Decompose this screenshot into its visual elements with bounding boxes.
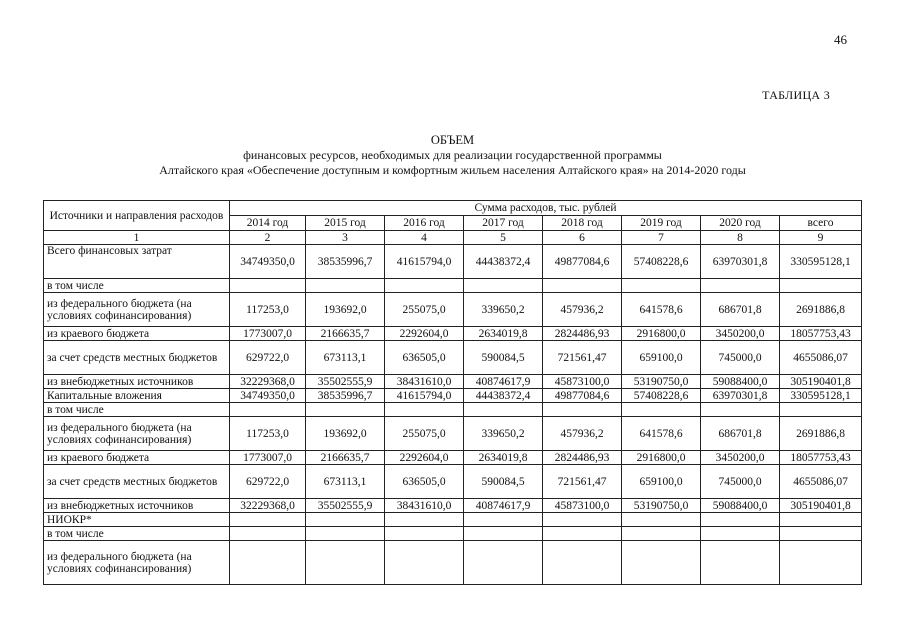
total-cell: 330595128,1 — [780, 389, 862, 403]
value-cell: 2824486,93 — [543, 451, 622, 465]
value-cell: 38535996,7 — [306, 389, 385, 403]
value-cell: 590084,5 — [464, 465, 543, 499]
table-row — [44, 417, 862, 451]
total-cell: 4655086,07 — [780, 465, 862, 499]
column-index: 5 — [464, 231, 543, 245]
value-cell — [543, 541, 622, 585]
value-cell: 53190750,0 — [622, 499, 701, 513]
value-cell: 40874617,9 — [464, 375, 543, 389]
value-cell: 45873100,0 — [543, 499, 622, 513]
value-cell: 2634019,8 — [464, 451, 543, 465]
value-cell: 34749350,0 — [230, 245, 306, 279]
value-cell: 2916800,0 — [622, 327, 701, 341]
value-cell: 53190750,0 — [622, 375, 701, 389]
row-label: за счет средств местных бюджетов — [44, 341, 230, 375]
value-cell: 2916800,0 — [622, 451, 701, 465]
column-index: 9 — [780, 231, 862, 245]
row-label: в том числе — [44, 527, 230, 541]
value-cell — [701, 541, 780, 585]
value-cell: 673113,1 — [306, 341, 385, 375]
row-label: из внебюджетных источников — [44, 375, 230, 389]
row-label: из краевого бюджета — [44, 451, 230, 465]
year-header: 2019 год — [622, 216, 701, 231]
table-row — [44, 513, 862, 527]
value-cell — [385, 403, 464, 417]
value-cell — [306, 527, 385, 541]
table-row — [44, 245, 862, 279]
value-cell — [464, 541, 543, 585]
source-header: Источники и направления расходов — [44, 201, 230, 231]
year-header: 2020 год — [701, 216, 780, 231]
value-cell: 193692,0 — [306, 417, 385, 451]
value-cell: 2824486,93 — [543, 327, 622, 341]
heading-title: ОБЪЕМ — [430, 133, 475, 147]
value-cell — [622, 279, 701, 293]
value-cell: 339650,2 — [464, 417, 543, 451]
year-header: 2014 год — [230, 216, 306, 231]
total-cell: 305190401,8 — [780, 499, 862, 513]
value-cell: 32229368,0 — [230, 499, 306, 513]
value-cell: 745000,0 — [701, 341, 780, 375]
value-cell: 49877084,6 — [543, 245, 622, 279]
column-index: 1 — [44, 231, 230, 245]
value-cell: 457936,2 — [543, 417, 622, 451]
table-row — [44, 527, 862, 541]
value-cell: 193692,0 — [306, 293, 385, 327]
value-cell — [701, 279, 780, 293]
row-label: из федерального бюджета (на условиях софинансирования) — [44, 417, 230, 451]
value-cell — [385, 513, 464, 527]
value-cell: 63970301,8 — [701, 389, 780, 403]
row-label: из внебюджетных источников — [44, 499, 230, 513]
heading-line-2: Алтайского края «Обеспечение доступным и комфортным жильем населения Алтайского края» на 2014-2020 годы — [159, 163, 746, 177]
value-cell — [306, 279, 385, 293]
row-label: из федерального бюджета (на условиях софинансирования) — [44, 541, 230, 585]
value-cell — [385, 527, 464, 541]
value-cell — [464, 527, 543, 541]
value-cell — [543, 279, 622, 293]
total-cell — [780, 403, 862, 417]
value-cell: 745000,0 — [701, 465, 780, 499]
value-cell: 59088400,0 — [701, 499, 780, 513]
value-cell: 339650,2 — [464, 293, 543, 327]
year-header: 2017 год — [464, 216, 543, 231]
value-cell — [306, 403, 385, 417]
value-cell: 117253,0 — [230, 417, 306, 451]
table-row — [44, 465, 862, 499]
value-cell: 255075,0 — [385, 417, 464, 451]
value-cell: 49877084,6 — [543, 389, 622, 403]
value-cell: 57408228,6 — [622, 389, 701, 403]
value-cell: 457936,2 — [543, 293, 622, 327]
column-index: 3 — [306, 231, 385, 245]
value-cell: 3450200,0 — [701, 451, 780, 465]
value-cell — [701, 527, 780, 541]
value-cell: 2166635,7 — [306, 327, 385, 341]
total-cell — [780, 513, 862, 527]
column-index: 7 — [622, 231, 701, 245]
value-cell — [543, 403, 622, 417]
row-label: из краевого бюджета — [44, 327, 230, 341]
value-cell: 686701,8 — [701, 417, 780, 451]
row-label: Капитальные вложения — [44, 389, 230, 403]
value-cell: 63970301,8 — [701, 245, 780, 279]
table-row — [44, 327, 862, 341]
row-label: в том числе — [44, 279, 230, 293]
value-cell: 641578,6 — [622, 293, 701, 327]
column-index: 2 — [230, 231, 306, 245]
value-cell: 38535996,7 — [306, 245, 385, 279]
value-cell: 636505,0 — [385, 465, 464, 499]
row-label: НИОКР* — [44, 513, 230, 527]
total-cell — [780, 527, 862, 541]
table-label: ТАБЛИЦА 3 — [762, 88, 830, 102]
total-cell: 2691886,8 — [780, 293, 862, 327]
value-cell — [385, 279, 464, 293]
value-cell: 673113,1 — [306, 465, 385, 499]
value-cell — [230, 541, 306, 585]
value-cell: 2166635,7 — [306, 451, 385, 465]
year-header: 2015 год — [306, 216, 385, 231]
page-number: 46 — [834, 32, 847, 47]
value-cell: 35502555,9 — [306, 375, 385, 389]
value-cell — [464, 513, 543, 527]
value-cell: 2292604,0 — [385, 451, 464, 465]
value-cell — [306, 541, 385, 585]
value-cell — [622, 541, 701, 585]
financial-table — [43, 200, 862, 585]
value-cell — [543, 513, 622, 527]
year-header: 2018 год — [543, 216, 622, 231]
total-cell: 18057753,43 — [780, 451, 862, 465]
table-row — [44, 279, 862, 293]
value-cell — [230, 279, 306, 293]
value-cell — [306, 513, 385, 527]
value-cell: 2292604,0 — [385, 327, 464, 341]
value-cell: 32229368,0 — [230, 375, 306, 389]
total-cell: 305190401,8 — [780, 375, 862, 389]
value-cell: 38431610,0 — [385, 375, 464, 389]
value-cell — [230, 403, 306, 417]
row-label: из федерального бюджета (на условиях софинансирования) — [44, 293, 230, 327]
table-row — [44, 541, 862, 585]
value-cell: 636505,0 — [385, 341, 464, 375]
value-cell: 41615794,0 — [385, 389, 464, 403]
table-row — [44, 451, 862, 465]
value-cell: 1773007,0 — [230, 451, 306, 465]
row-label: в том числе — [44, 403, 230, 417]
value-cell: 590084,5 — [464, 341, 543, 375]
total-cell — [780, 541, 862, 585]
value-cell: 44438372,4 — [464, 389, 543, 403]
sum-header: Сумма расходов, тыс. рублей — [230, 201, 862, 216]
value-cell — [622, 527, 701, 541]
value-cell: 117253,0 — [230, 293, 306, 327]
total-cell: 2691886,8 — [780, 417, 862, 451]
year-header: 2016 год — [385, 216, 464, 231]
table-row — [44, 499, 862, 513]
value-cell — [385, 541, 464, 585]
value-cell — [701, 513, 780, 527]
value-cell: 38431610,0 — [385, 499, 464, 513]
column-index: 4 — [385, 231, 464, 245]
document-heading — [0, 133, 905, 178]
value-cell: 686701,8 — [701, 293, 780, 327]
total-cell: 18057753,43 — [780, 327, 862, 341]
table-row — [44, 375, 862, 389]
value-cell — [464, 279, 543, 293]
column-index: 8 — [701, 231, 780, 245]
value-cell — [701, 403, 780, 417]
value-cell: 2634019,8 — [464, 327, 543, 341]
value-cell — [230, 513, 306, 527]
row-label: за счет средств местных бюджетов — [44, 465, 230, 499]
value-cell: 641578,6 — [622, 417, 701, 451]
value-cell: 1773007,0 — [230, 327, 306, 341]
total-cell: 330595128,1 — [780, 245, 862, 279]
value-cell — [230, 527, 306, 541]
row-label: Всего финансовых затрат — [44, 245, 230, 279]
table-row — [44, 403, 862, 417]
value-cell: 721561,47 — [543, 341, 622, 375]
table-row — [44, 389, 862, 403]
value-cell: 45873100,0 — [543, 375, 622, 389]
column-index: 6 — [543, 231, 622, 245]
value-cell: 629722,0 — [230, 465, 306, 499]
value-cell — [622, 513, 701, 527]
value-cell: 255075,0 — [385, 293, 464, 327]
value-cell: 721561,47 — [543, 465, 622, 499]
table-row — [44, 341, 862, 375]
total-cell — [780, 279, 862, 293]
value-cell: 59088400,0 — [701, 375, 780, 389]
value-cell — [622, 403, 701, 417]
value-cell — [464, 403, 543, 417]
value-cell: 34749350,0 — [230, 389, 306, 403]
value-cell: 40874617,9 — [464, 499, 543, 513]
value-cell: 44438372,4 — [464, 245, 543, 279]
value-cell: 659100,0 — [622, 465, 701, 499]
total-cell: 4655086,07 — [780, 341, 862, 375]
value-cell: 659100,0 — [622, 341, 701, 375]
value-cell — [543, 527, 622, 541]
value-cell: 41615794,0 — [385, 245, 464, 279]
table-row — [44, 293, 862, 327]
heading-line-1: финансовых ресурсов, необходимых для реализации государственной программы — [243, 148, 662, 162]
value-cell: 3450200,0 — [701, 327, 780, 341]
total-header: всего — [780, 216, 862, 231]
value-cell: 35502555,9 — [306, 499, 385, 513]
value-cell: 57408228,6 — [622, 245, 701, 279]
value-cell: 629722,0 — [230, 341, 306, 375]
